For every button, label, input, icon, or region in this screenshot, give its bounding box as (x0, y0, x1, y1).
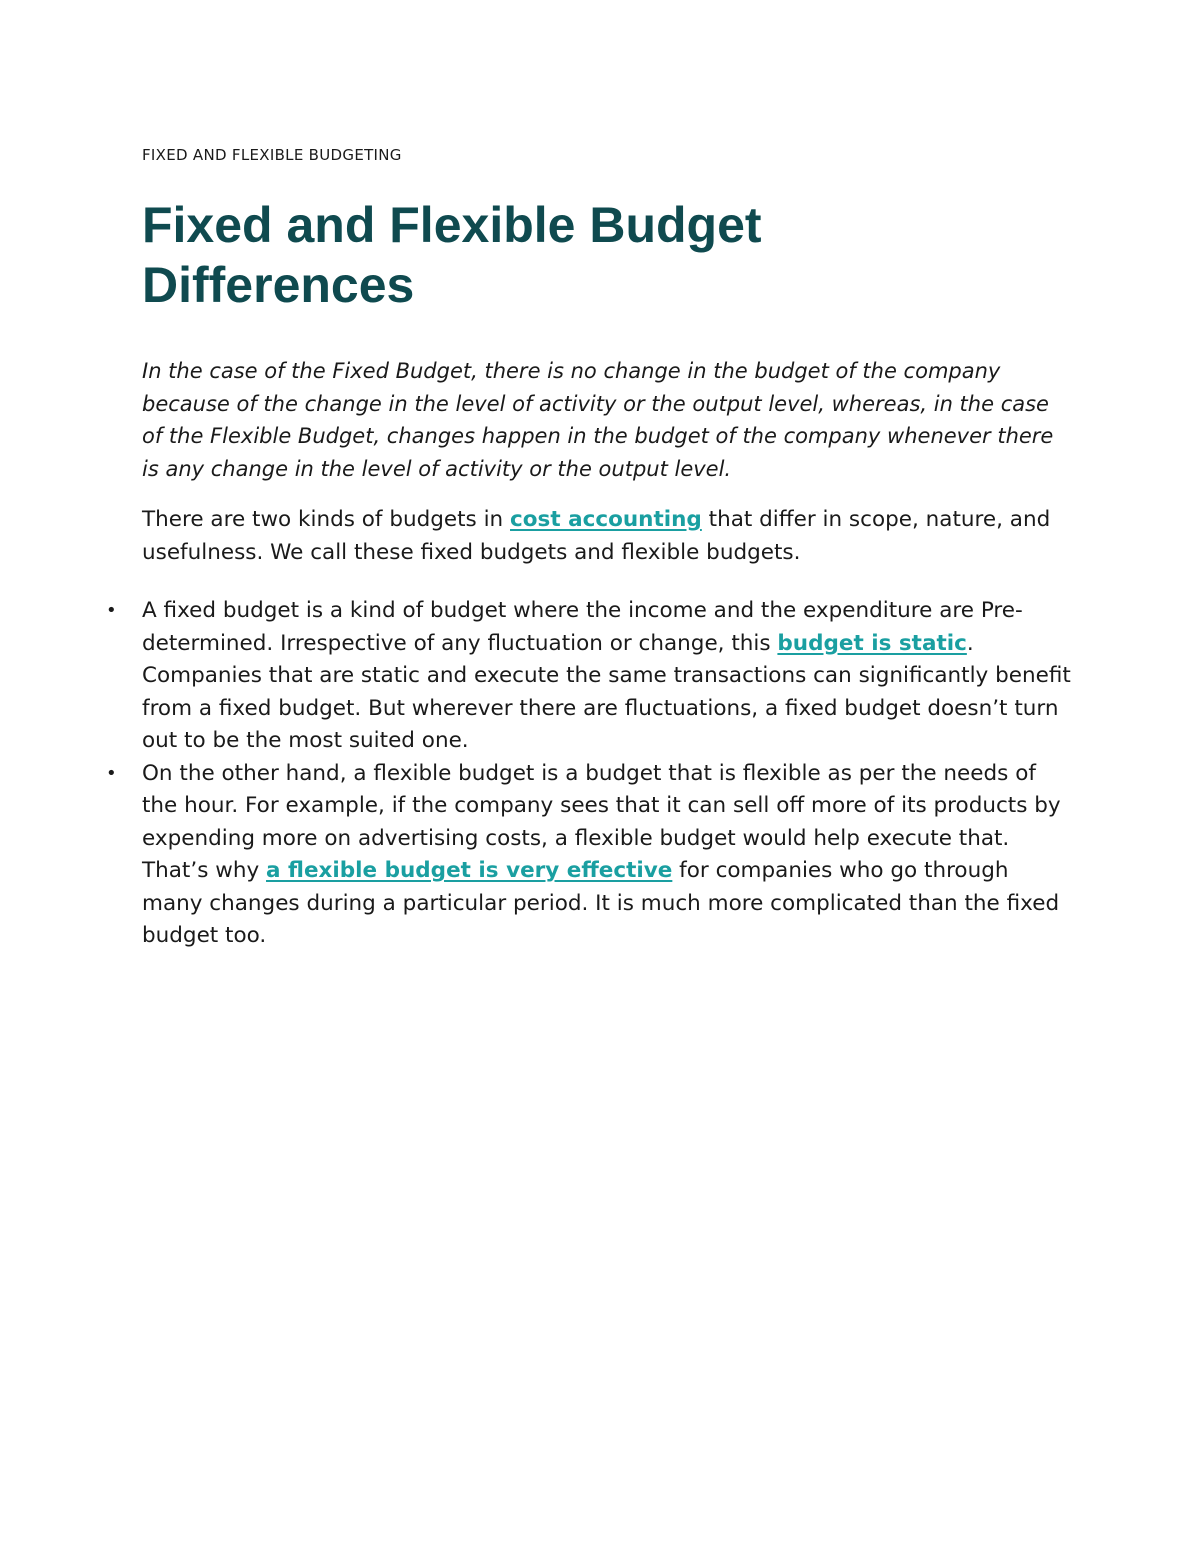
paragraph-text-before: There are two kinds of budgets in (142, 507, 511, 532)
page-title: Fixed and Flexible Budget Differences (142, 197, 762, 313)
body-paragraph (142, 503, 1072, 569)
link-flexible-budget-effective[interactable]: a flexible budget is very effective (266, 858, 673, 883)
list-item (106, 758, 1072, 953)
list-item-text-before: A fixed budget is a kind of budget where the income and the expenditure are Pre-determined. Irrespective of any fluctuation or change, this (142, 598, 1023, 656)
bullet-icon: • (106, 762, 117, 784)
list-item-text-before: On the other hand, a flexible budget is a budget that is flexible as per the needs of the hour. For example, if the company sees that it can sell off more of its products by expending more on advertising costs, a flexible budget would help execute that. That’s why (142, 760, 1061, 883)
bullet-list (106, 595, 1072, 953)
list-item-text-after: . Companies that are static and execute the same transactions can significantly benefit from a fixed budget. But wherever there are fluctuations, a fixed budget doesn’t turn out to be the most suited one. (142, 630, 1071, 753)
link-budget-is-static[interactable]: budget is static (777, 630, 967, 656)
paragraph-text-after: that differ in scope, nature, and usefulness. We call these fixed budgets and flexible budgets. (142, 507, 1051, 565)
intro-paragraph: In the case of the Fixed Budget, there is no change in the budget of the company because of the change in the level of activity or the output level, whereas, in the case of the Flexible Budget, changes happen in the budget of the company whenever there is any change in the level of activity or the output level. (142, 359, 1054, 481)
bullet-icon: • (106, 600, 117, 621)
document-header: FIXED AND FLEXIBLE BUDGETING (142, 146, 402, 164)
document-content (106, 140, 1072, 953)
list-item-text-after: for companies who go through many changes during a particular period. It is much more complicated than the fixed budget too. (142, 858, 1060, 948)
list-item (106, 595, 1072, 758)
link-cost-accounting[interactable]: cost accounting (510, 507, 702, 532)
